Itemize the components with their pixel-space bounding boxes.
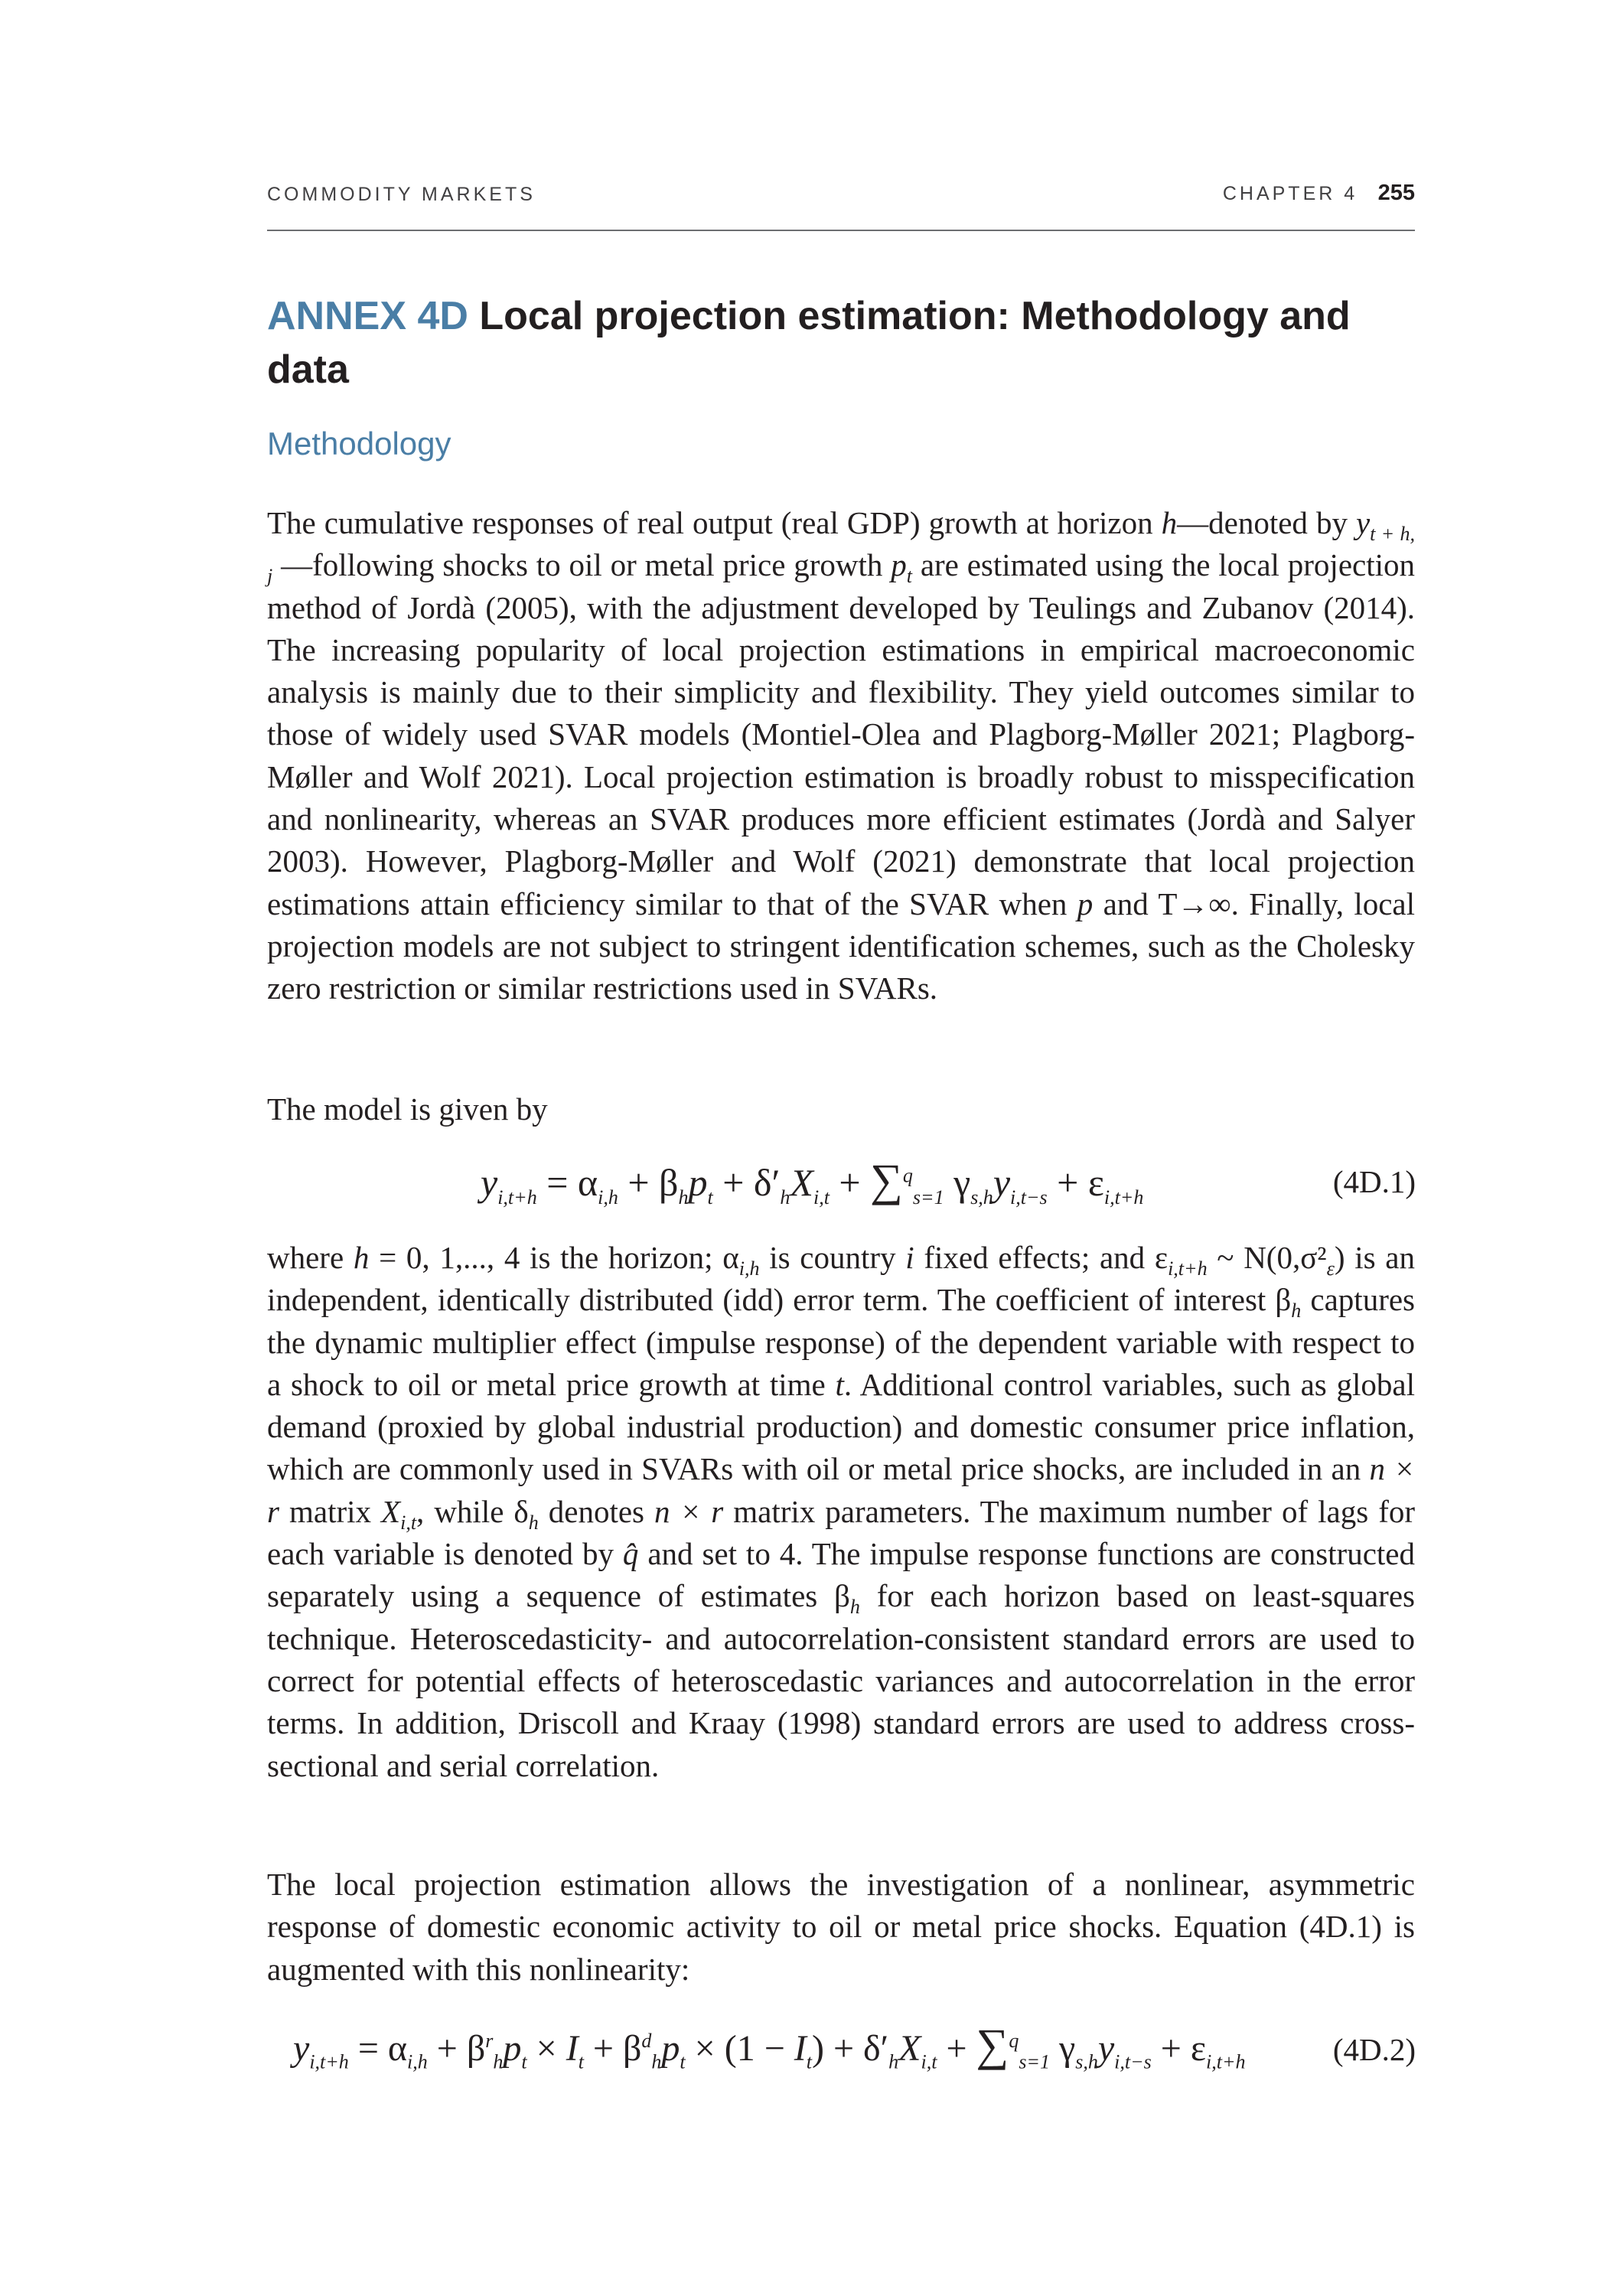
- text-run: and set to 4. The impulse response functions are constructed separately using a sequence of estimates β: [267, 1536, 1415, 1614]
- equation-4d2: [293, 2019, 1246, 2072]
- section-heading: Methodology: [267, 426, 451, 461]
- eq-subscript: t: [578, 2050, 584, 2073]
- text-run: captures the dynamic multiplier effect (impulse response) of the dependent variable with respect to a shock to oil or metal price growth at time: [267, 1282, 1416, 1402]
- text-run: denotes: [538, 1493, 655, 1529]
- eq-subscript: s=1: [1019, 2050, 1050, 2073]
- eq-term: p: [661, 2028, 680, 2069]
- eq-subscript: s,h: [1075, 2050, 1098, 2073]
- eq-subscript: i,t+h: [497, 1186, 537, 1208]
- eq-superscript: r: [485, 2030, 494, 2052]
- eq-term: + β: [618, 1161, 679, 1204]
- text-run: The cumulative responses of real output (real GDP) growth at horizon: [267, 505, 1162, 540]
- eq-term: = α: [536, 1161, 598, 1204]
- eq-term: + δ′: [712, 1161, 781, 1204]
- eq-term: X: [790, 1161, 813, 1204]
- math-subscript: ε: [1326, 1257, 1335, 1280]
- eq-superscript: q: [902, 1164, 913, 1187]
- math-subscript: t: [906, 565, 912, 588]
- eq-subscript: i,t−s: [1010, 1186, 1048, 1208]
- eq-term: I: [794, 2028, 807, 2069]
- text-run: ) is an independent, identically distributed (idd) error term. The coefficient of interest β: [267, 1240, 1415, 1318]
- paragraph-methodology: [267, 502, 1415, 1010]
- equation-number-4d1: (4D.1): [1332, 1164, 1416, 1199]
- annex-label: ANNEX 4D: [267, 294, 468, 338]
- eq-term: γ: [1049, 2028, 1076, 2069]
- eq-subscript: i,t: [813, 1186, 830, 1208]
- page-header: [267, 181, 1415, 231]
- paragraph-model-intro: The model is given by: [267, 1091, 548, 1127]
- math-subscript: i,t: [400, 1511, 417, 1534]
- eq-subscript: h: [678, 1186, 689, 1208]
- eq-term: +: [829, 1161, 871, 1204]
- math-subscript: h: [1291, 1300, 1302, 1322]
- eq-term: +: [937, 2028, 976, 2069]
- text-run: = 0, 1,..., 4 is the horizon; α: [369, 1240, 739, 1275]
- eq-superscript: q: [1009, 2030, 1019, 2052]
- eq-subscript: i,t+h: [1103, 1186, 1144, 1208]
- text-run: ~ N(0,σ²: [1207, 1240, 1327, 1275]
- math-var: n × r: [267, 1451, 1415, 1529]
- eq-subscript: h: [888, 2050, 899, 2073]
- eq-subscript: t: [707, 1186, 713, 1208]
- math-subscript: h: [528, 1511, 539, 1534]
- chapter-label: CHAPTER 4: [1222, 183, 1358, 204]
- eq-subscript: h: [651, 2050, 662, 2073]
- text-run: matrix: [279, 1493, 382, 1529]
- math-var: i: [905, 1240, 914, 1275]
- math-var: p: [1077, 885, 1094, 921]
- eq-term: y: [1097, 2028, 1115, 2069]
- eq-subscript: h: [780, 1186, 790, 1208]
- eq-subscript: i,t+h: [309, 2050, 349, 2073]
- eq-subscript: i,h: [598, 1186, 618, 1208]
- text-run: where: [267, 1240, 354, 1275]
- text-run: fixed effects; and ε: [914, 1240, 1169, 1275]
- text-run: —following shocks to oil or metal price growth: [272, 547, 892, 583]
- annex-title: [267, 289, 1430, 396]
- eq-term: X: [898, 2028, 921, 2069]
- eq-subscript: i,h: [407, 2050, 428, 2073]
- summation-symbol: ∑: [976, 2020, 1009, 2070]
- eq-subscript: i,t−s: [1114, 2050, 1152, 2073]
- math-var: h: [1161, 505, 1178, 540]
- eq-subscript: s,h: [970, 1186, 993, 1208]
- eq-term: × (1 −: [685, 2028, 794, 2069]
- text-run: for each horizon based on least-squares technique. Heteroscedasticity- and autocorrelation-consistent standard errors are used to correct for potential effects of heteroscedastic variances and autocorrelation in the error terms. In addition, Driscoll and Kraay (1998) standard errors are used to address cross-sectional and serial correlation.: [267, 1578, 1415, 1783]
- eq-term: + β: [427, 2028, 486, 2069]
- math-var: p: [891, 547, 907, 583]
- math-subscript: h: [849, 1596, 860, 1619]
- math-subscript: t + h, j: [267, 523, 1415, 588]
- summation-symbol: ∑: [870, 1155, 903, 1205]
- eq-subscript: i,t+h: [1206, 2050, 1246, 2073]
- eq-term: y: [481, 1161, 498, 1204]
- eq-term: p: [503, 2028, 522, 2069]
- text-run: are estimated using the local projection method of Jordà (2005), with the adjustment developed by Teulings and Zubanov (2014). The increasing popularity of local projection estimations in empirical macroeconomic analysis is mainly due to their simplicity and flexibility. They yield outcomes similar to those of widely used SVAR models (Montiel-Olea and Plagborg-Møller 2021; Plagborg-Møller and Wolf 2021). Local projection estimation is broadly robust to misspecification and nonlinearity, whereas an SVAR produces more efficient estimates (Jordà and Salyer 2003). However, Plagborg-Møller and Wolf (2021) demonstrate that local projection estimations attain efficiency similar to that of the SVAR when: [267, 547, 1415, 921]
- math-var: t: [835, 1366, 844, 1402]
- annex-title-text: Local projection estimation: Methodology and data: [267, 294, 1351, 392]
- math-subscript: i,t+h: [1168, 1257, 1208, 1280]
- eq-term: ×: [526, 2028, 566, 2069]
- math-var: X: [381, 1493, 401, 1529]
- paragraph-nonlinearity: The local projection estimation allows the investigation of a nonlinear, asymmetric response of domestic economic activity to oil or metal price shocks. Equation (4D.1) is augmented with this nonlinearity:: [267, 1867, 1415, 1987]
- math-var: h: [353, 1240, 370, 1275]
- eq-term: γ: [944, 1161, 971, 1204]
- eq-term: + ε: [1047, 1161, 1104, 1204]
- text-run: . Additional control variables, such as global demand (proxied by global industrial production) and domestic consumer price inflation, which are commonly used in SVARs with oil or metal price shocks, are included in an: [267, 1366, 1415, 1487]
- text-run: and T→∞. Finally, local projection models are not subject to stringent identification schemes, such as the Cholesky zero restriction or similar restrictions used in SVARs.: [267, 885, 1416, 1006]
- chapter-info: [1223, 181, 1415, 206]
- eq-subscript: t: [680, 2050, 686, 2073]
- math-var: y: [1355, 505, 1371, 540]
- paragraph-model-description: [267, 1237, 1415, 1787]
- text-run: is country: [759, 1240, 906, 1275]
- equation-number-4d2: (4D.2): [1332, 2032, 1416, 2067]
- math-subscript: i,h: [738, 1257, 760, 1280]
- math-var: q̂: [622, 1536, 639, 1572]
- text-run: —denoted by: [1177, 505, 1356, 540]
- eq-term: ) + δ′: [812, 2028, 889, 2069]
- eq-term: y: [293, 2028, 310, 2069]
- math-var: n × r: [654, 1493, 724, 1529]
- eq-term: I: [566, 2028, 579, 2069]
- text-run: , while δ: [416, 1493, 529, 1529]
- eq-term: y: [993, 1161, 1011, 1204]
- running-head: COMMODITY MARKETS: [267, 184, 536, 205]
- eq-term: = α: [348, 2028, 408, 2069]
- eq-term: p: [688, 1161, 708, 1204]
- eq-term: + ε: [1151, 2028, 1206, 2069]
- page-number: 255: [1377, 181, 1415, 205]
- eq-subscript: t: [806, 2050, 812, 2073]
- eq-subscript: i,t: [921, 2050, 937, 2073]
- eq-term: + β: [583, 2028, 642, 2069]
- eq-subscript: s=1: [912, 1186, 944, 1208]
- eq-subscript: t: [521, 2050, 527, 2073]
- eq-subscript: h: [493, 2050, 504, 2073]
- text-run: matrix parameters. The maximum number of lags for each variable is denoted by: [267, 1493, 1416, 1572]
- equation-4d1: [481, 1154, 1143, 1207]
- eq-superscript: d: [641, 2030, 652, 2052]
